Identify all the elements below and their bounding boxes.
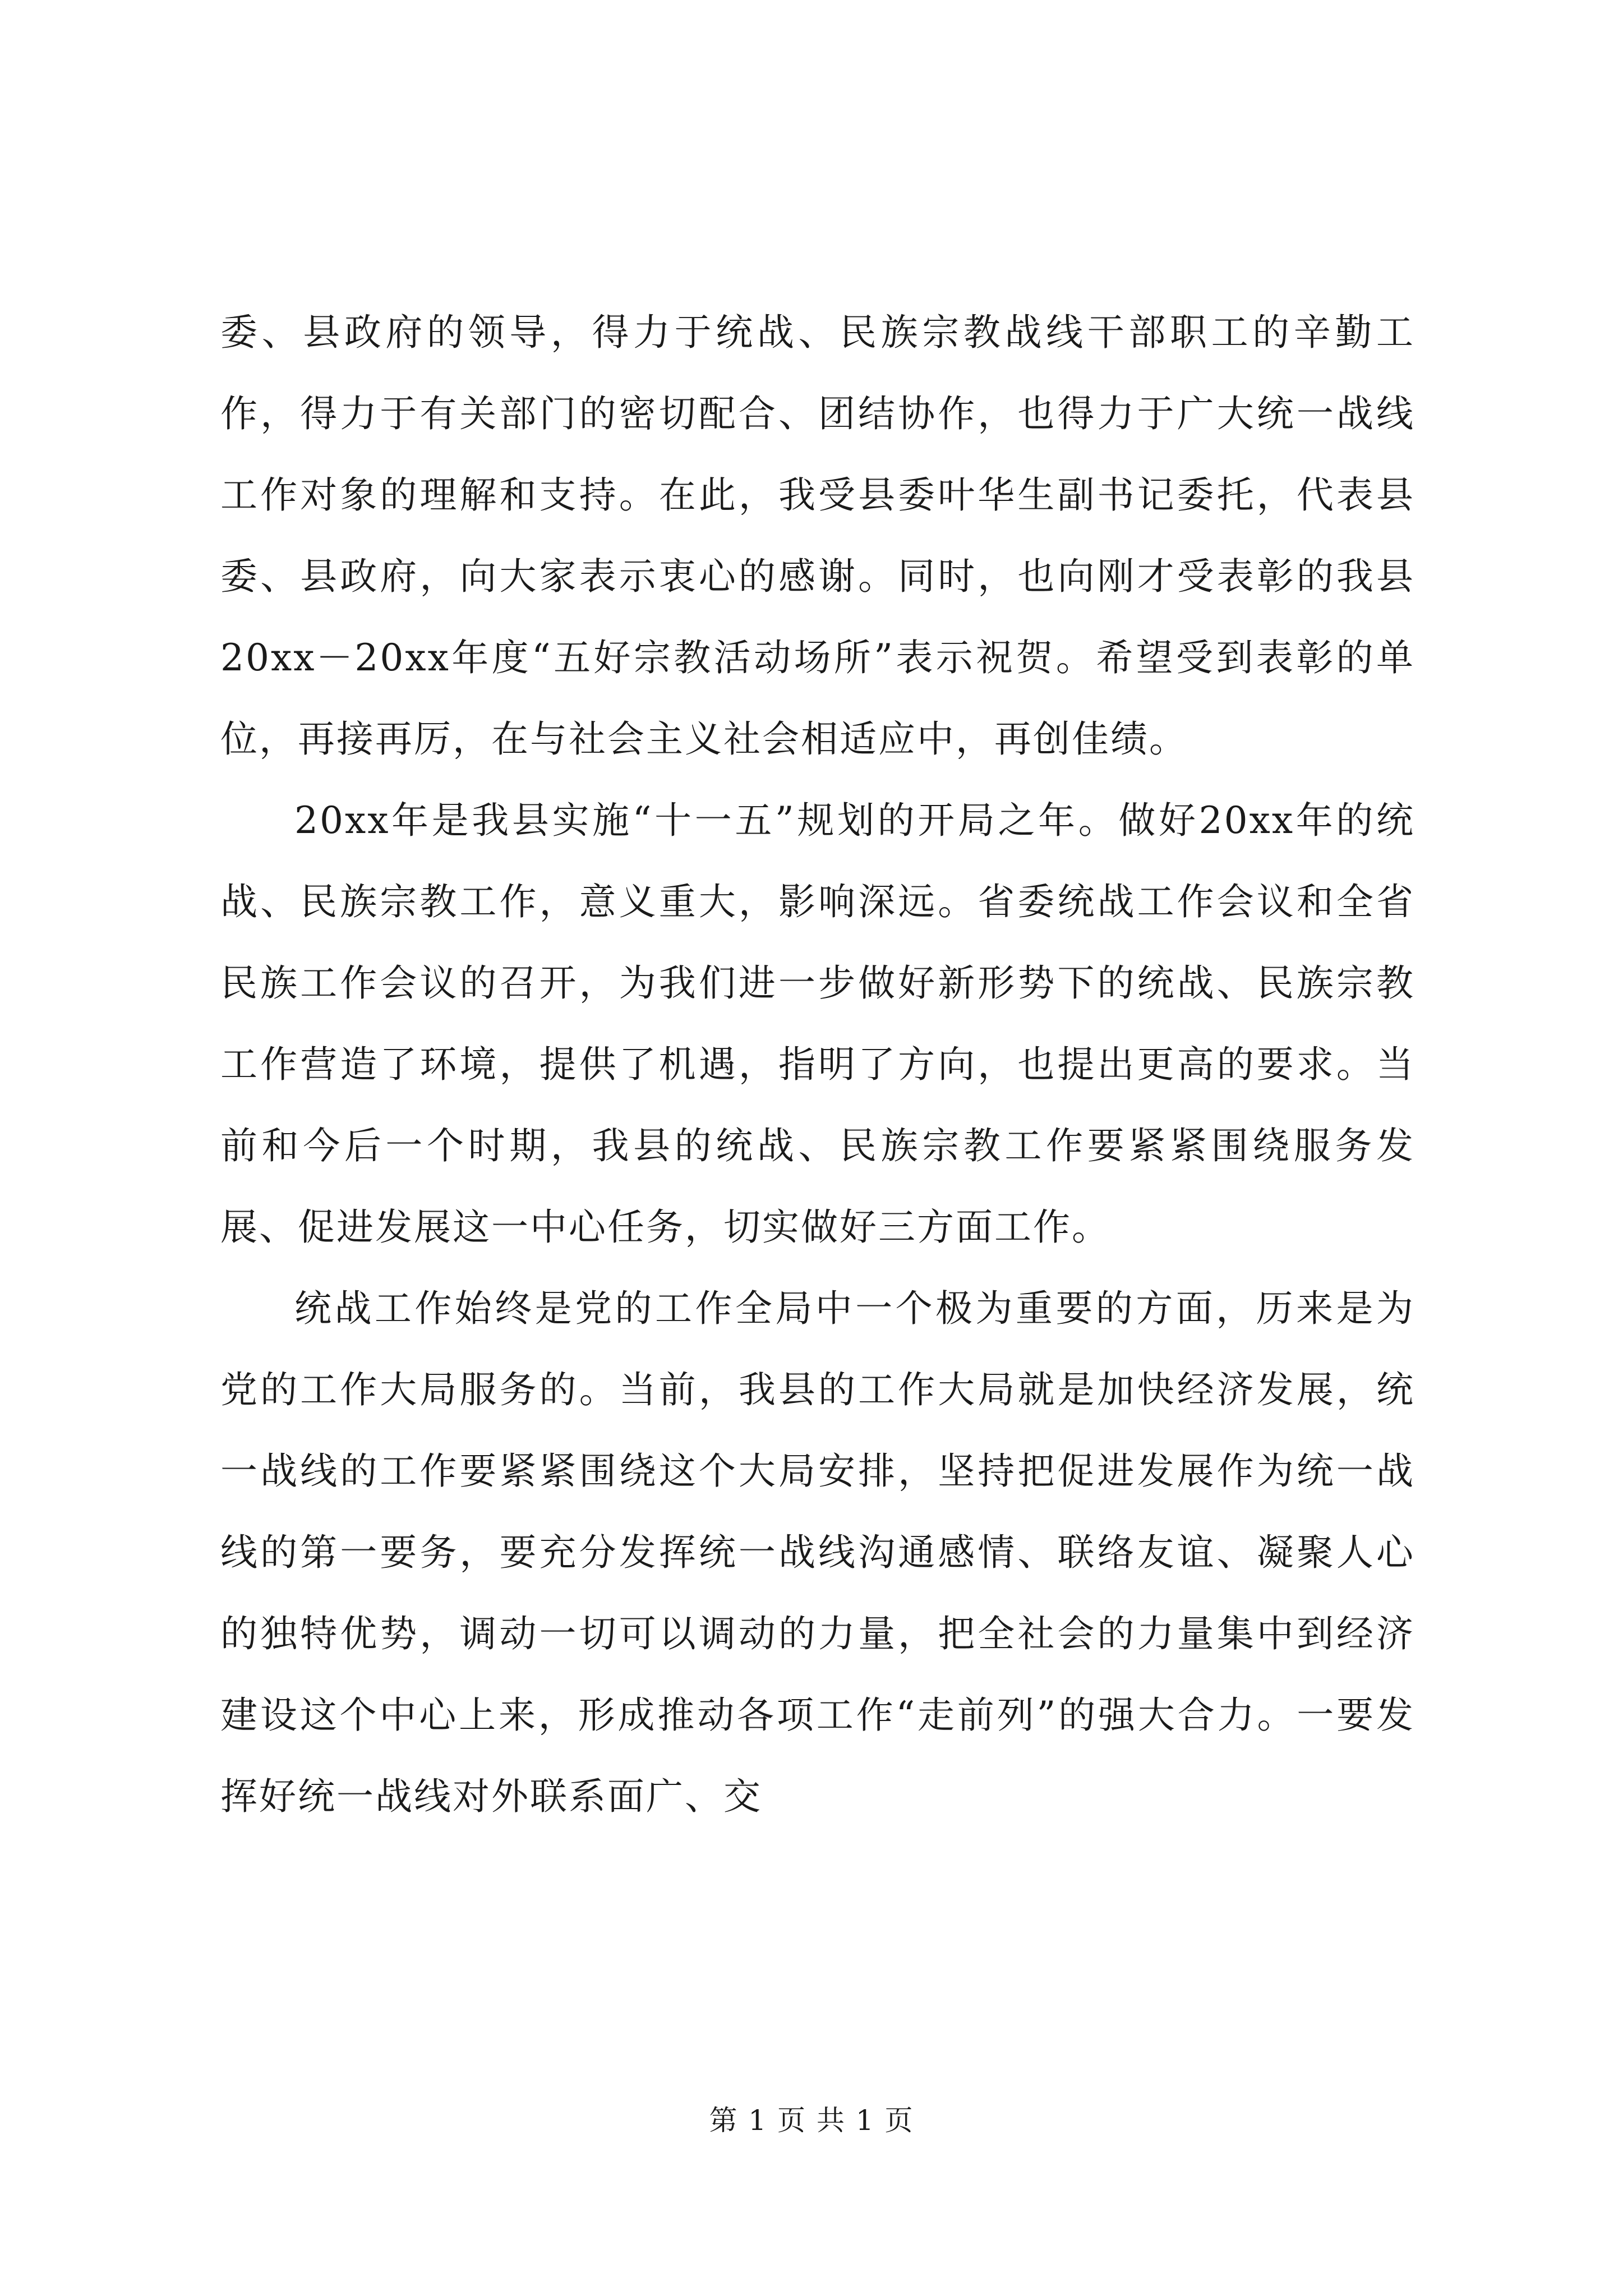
paragraph-1: 委、县政府的领导，得力于统战、民族宗教战线干部职工的辛勤工作，得力于有关部门的密切配合、团结协作，也得力于广大统一战线工作对象的理解和支持。在此，我受县委叶华生副书记委托，代表县委、县政府，向大家表示衷心的感谢。同时，也向刚才受表彰的我县20xx－20xx年度“五好宗教活动场所”表示祝贺。希望受到表彰的单位，再接再厉，在与社会主义社会相适应中，再创佳绩。 [220, 311, 1415, 761]
paragraph-3: 统战工作始终是党的工作全局中一个极为重要的方面，历来是为党的工作大局服务的。当前，我县的工作大局就是加快经济发展，统一战线的工作要紧紧围绕这个大局安排，坚持把促进发展作为统一战线的第一要务，要充分发挥统一战线沟通感情、联络友谊、凝聚人心的独特优势，调动一切可以调动的力量，把全社会的力量集中到经济建设这个中心上来，形成推动各项工作“走前列”的强大合力。一要发挥好统一战线对外联系面广、交 [220, 1287, 1415, 1818]
paragraph-2: 20xx年是我县实施“十一五”规划的开局之年。做好20xx年的统战、民族宗教工作，意义重大，影响深远。省委统战工作会议和全省民族工作会议的召开，为我们进一步做好新形势下的统战、民族宗教工作营造了环境，提供了机遇，指明了方向，也提出更高的要求。当前和今后一个时期，我县的统战、民族宗教工作要紧紧围绕服务发展、促进发展这一中心任务，切实做好三方面工作。 [220, 799, 1415, 1249]
document-body [220, 292, 1415, 1837]
page-footer: 第 1 页 共 1 页 [709, 2104, 914, 2137]
